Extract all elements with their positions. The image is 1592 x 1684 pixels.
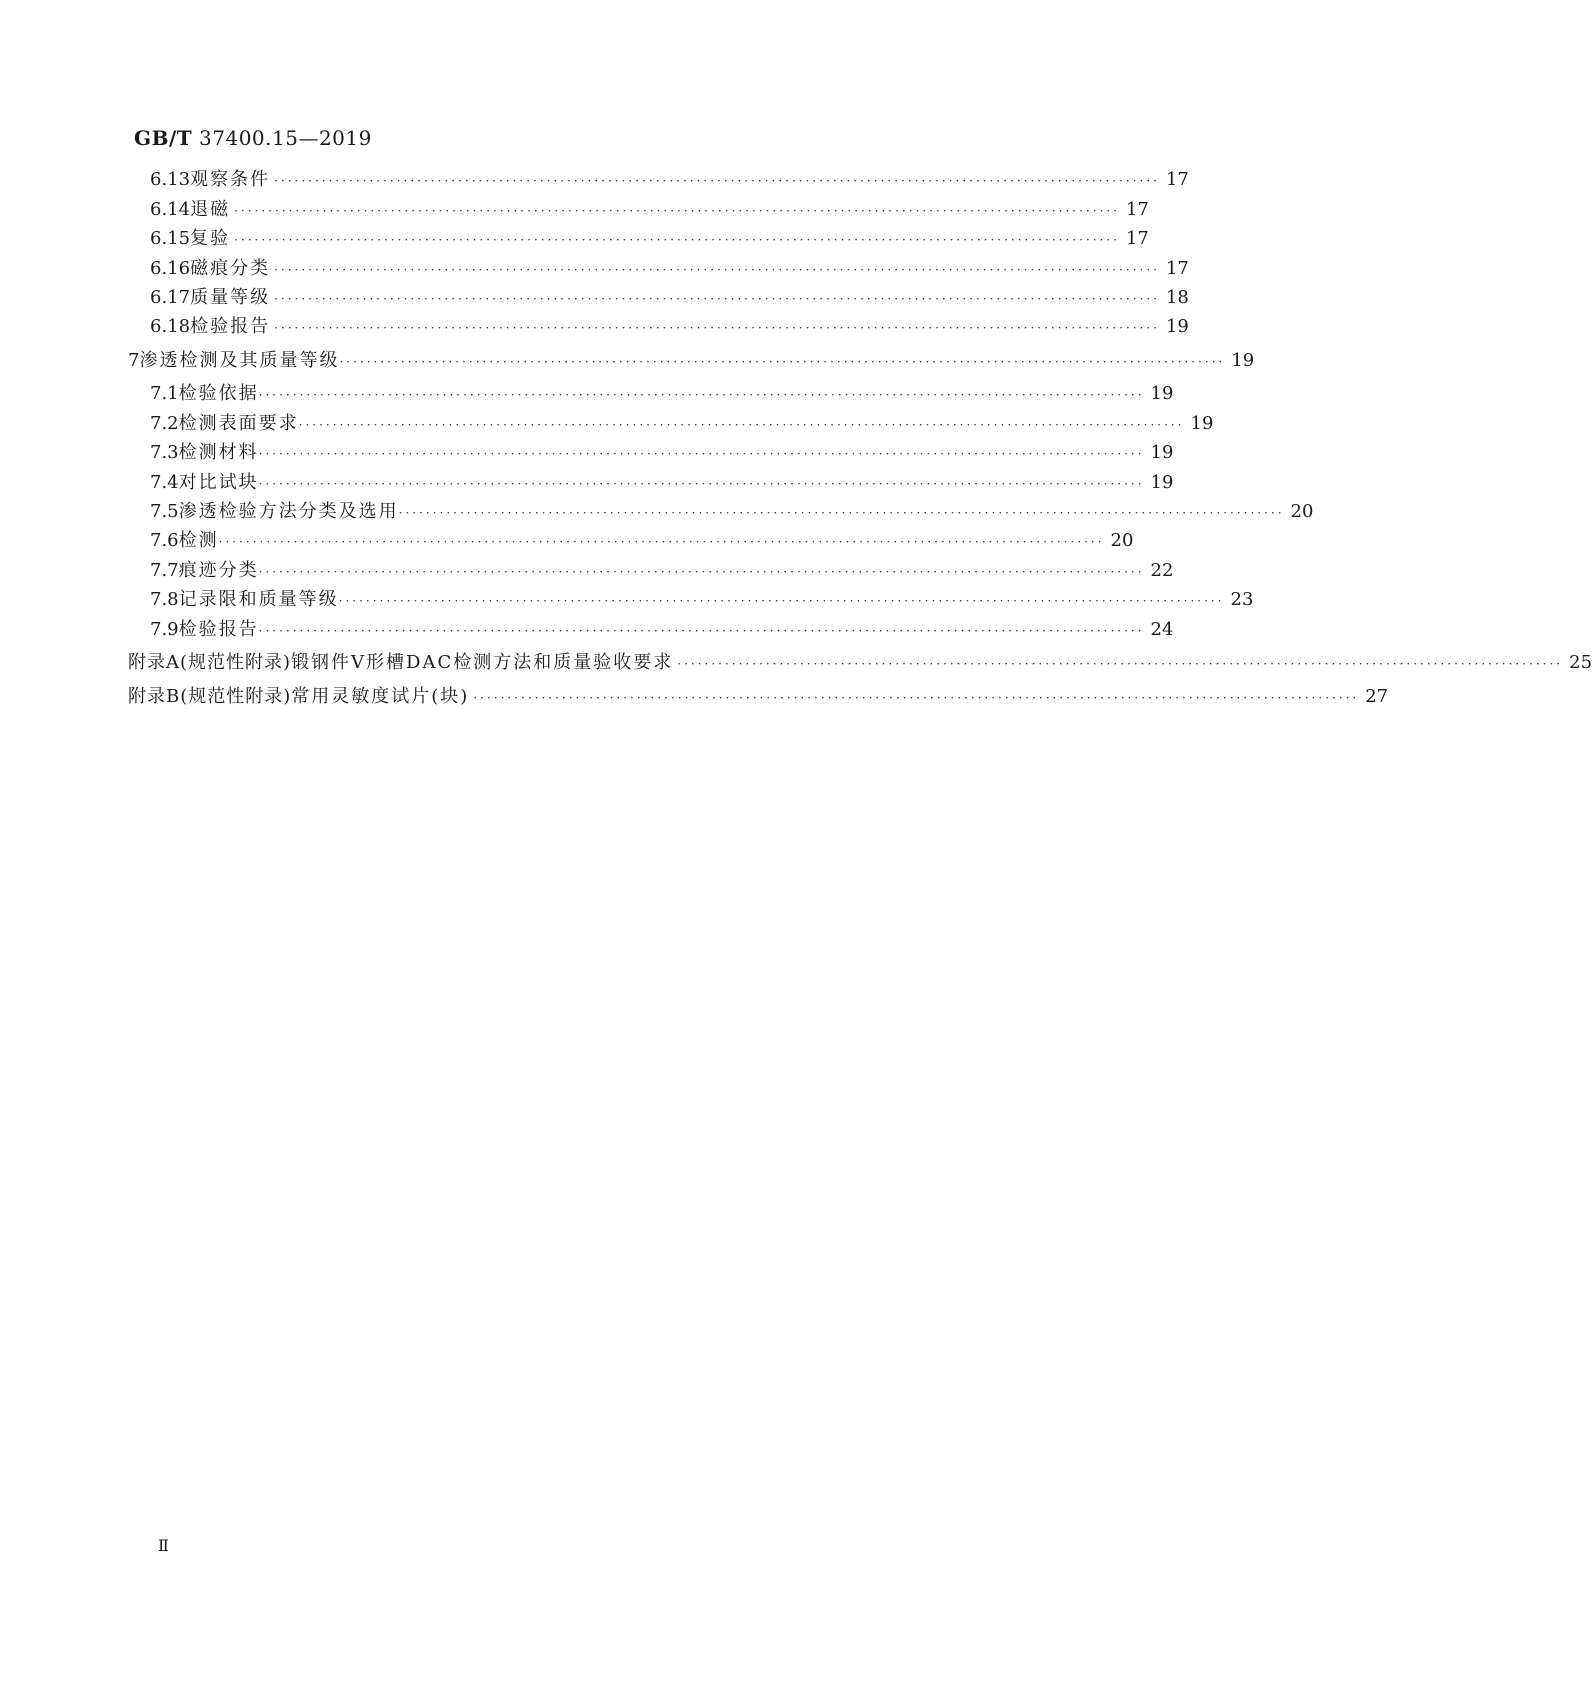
toc-leader-dots: ·································································································································· (274, 174, 1160, 188)
toc-entry[interactable] (150, 471, 1174, 496)
page-number: Ⅱ (158, 1536, 169, 1555)
toc-entry-title: 对比试块 (178, 472, 259, 493)
toc-entry-number: 7.6 (150, 530, 179, 551)
toc-entry[interactable] (150, 412, 1214, 437)
toc-entry-number: 6.18 (150, 316, 191, 337)
toc-entry-title: 记录限和质量等级 (178, 589, 339, 610)
toc-entry-title: 退磁 (190, 199, 231, 220)
toc-leader-dots: ·································································································································· (258, 447, 1145, 461)
toc-entry[interactable] (150, 618, 1174, 643)
toc-leader-dots: ·································································································································· (218, 535, 1105, 549)
toc-leader-dots: ·································································································································· (339, 355, 1226, 369)
toc-entry-number: 6.17 (150, 287, 191, 308)
toc-entry-number: 7 (128, 350, 140, 371)
toc-entry-page: 17 (1165, 258, 1189, 279)
toc-entry[interactable] (150, 315, 1189, 340)
toc-appendix-entry[interactable] (128, 651, 1592, 676)
toc-entry-number: 7.5 (150, 501, 179, 522)
toc-entry-page: 19 (1150, 383, 1174, 404)
toc-entry-title: 痕迹分类 (178, 560, 259, 581)
toc-entry-number: 6.15 (150, 228, 191, 249)
toc-entry-title: 渗透检测及其质量等级 (139, 350, 340, 371)
standard-number: 37400.15—2019 (199, 126, 372, 150)
toc-leader-dots: ·································································································································· (258, 624, 1145, 638)
toc-entry-title: 质量等级 (190, 287, 271, 308)
toc-entry-title: 检验依据 (178, 383, 259, 404)
toc-leader-dots: ·································································································································· (274, 292, 1160, 306)
toc-leader-dots: ·································································································································· (234, 233, 1120, 247)
toc-entry[interactable] (150, 441, 1174, 466)
toc-entry[interactable] (150, 227, 1149, 252)
toc-entry-number: 7.8 (150, 589, 179, 610)
toc-entry-number: 附录A(规范性附录) (128, 652, 292, 673)
toc-entry[interactable] (150, 168, 1189, 193)
toc-entry[interactable] (150, 500, 1314, 525)
toc-entry-page: 17 (1165, 169, 1189, 190)
toc-entry-number: 6.16 (150, 258, 191, 279)
toc-entry-page: 20 (1110, 530, 1134, 551)
toc-entry-title: 检测 (178, 530, 219, 551)
toc-entry-title: 观察条件 (190, 169, 271, 190)
toc-leader-dots: ·································································································································· (298, 418, 1185, 432)
toc-entry-number: 6.13 (150, 169, 191, 190)
toc-entry[interactable] (150, 382, 1174, 407)
toc-leader-dots: ·································································································································· (274, 263, 1160, 277)
toc-entry-number: 7.7 (150, 560, 179, 581)
toc-entry-title: 检验报告 (190, 316, 271, 337)
toc-entry[interactable] (150, 588, 1254, 613)
toc-entry-number: 7.2 (150, 413, 179, 434)
toc-entry[interactable] (150, 286, 1189, 311)
toc-entry-page: 17 (1125, 228, 1149, 249)
toc-entry-number: 附录B(规范性附录) (128, 686, 292, 707)
toc-entry-page: 19 (1150, 472, 1174, 493)
toc-entry-number: 7.3 (150, 442, 179, 463)
toc-entry-page: 19 (1165, 316, 1189, 337)
toc-entry-page: 25 (1569, 652, 1592, 673)
toc-leader-dots: ·································································································································· (677, 657, 1564, 671)
toc-entry-title: 复验 (190, 228, 231, 249)
toc-entry-page: 20 (1290, 501, 1314, 522)
toc-entry-page: 22 (1150, 560, 1174, 581)
toc-entry-title: 锻钢件V形槽DAC检测方法和质量验收要求 (291, 652, 674, 673)
toc-entry-page: 18 (1165, 287, 1189, 308)
toc-leader-dots: ·································································································································· (258, 477, 1145, 491)
toc-entry-title: 检测材料 (178, 442, 259, 463)
toc-leader-dots: ·································································································································· (338, 594, 1225, 608)
toc-leader-dots: ·································································································································· (398, 506, 1285, 520)
toc-entry-page: 23 (1230, 589, 1254, 610)
toc-entry-page: 17 (1125, 199, 1149, 220)
toc-leader-dots: ·································································································································· (274, 321, 1160, 335)
standard-code (134, 126, 372, 150)
standard-prefix: GB/T (134, 126, 193, 150)
toc-entry-title: 检测表面要求 (178, 413, 299, 434)
toc-entry-number: 7.1 (150, 383, 179, 404)
toc-entry-page: 19 (1190, 413, 1214, 434)
toc-entry-page: 24 (1150, 619, 1174, 640)
toc-entry-number: 7.9 (150, 619, 179, 640)
toc-entry[interactable] (150, 257, 1189, 282)
toc-chapter-entry[interactable] (128, 349, 1255, 374)
toc-leader-dots: ·································································································································· (234, 204, 1120, 218)
toc-appendix-entry[interactable] (128, 685, 1389, 710)
toc-entry-title: 磁痕分类 (190, 258, 271, 279)
toc-leader-dots: ·································································································································· (473, 691, 1360, 705)
toc-entry-title: 检验报告 (178, 619, 259, 640)
toc-entry[interactable] (150, 198, 1149, 223)
toc-entry-page: 27 (1365, 686, 1389, 707)
toc-entry-number: 6.14 (150, 199, 191, 220)
toc-entry-page: 19 (1231, 350, 1255, 371)
toc-entry[interactable] (150, 529, 1134, 554)
toc-leader-dots: ·································································································································· (258, 565, 1145, 579)
toc-entry[interactable] (150, 559, 1174, 584)
toc-leader-dots: ·································································································································· (258, 388, 1145, 402)
toc-entry-title: 渗透检验方法分类及选用 (178, 501, 399, 522)
toc-entry-page: 19 (1150, 442, 1174, 463)
toc-entry-title: 常用灵敏度试片(块) (291, 686, 470, 707)
toc-entry-number: 7.4 (150, 472, 179, 493)
